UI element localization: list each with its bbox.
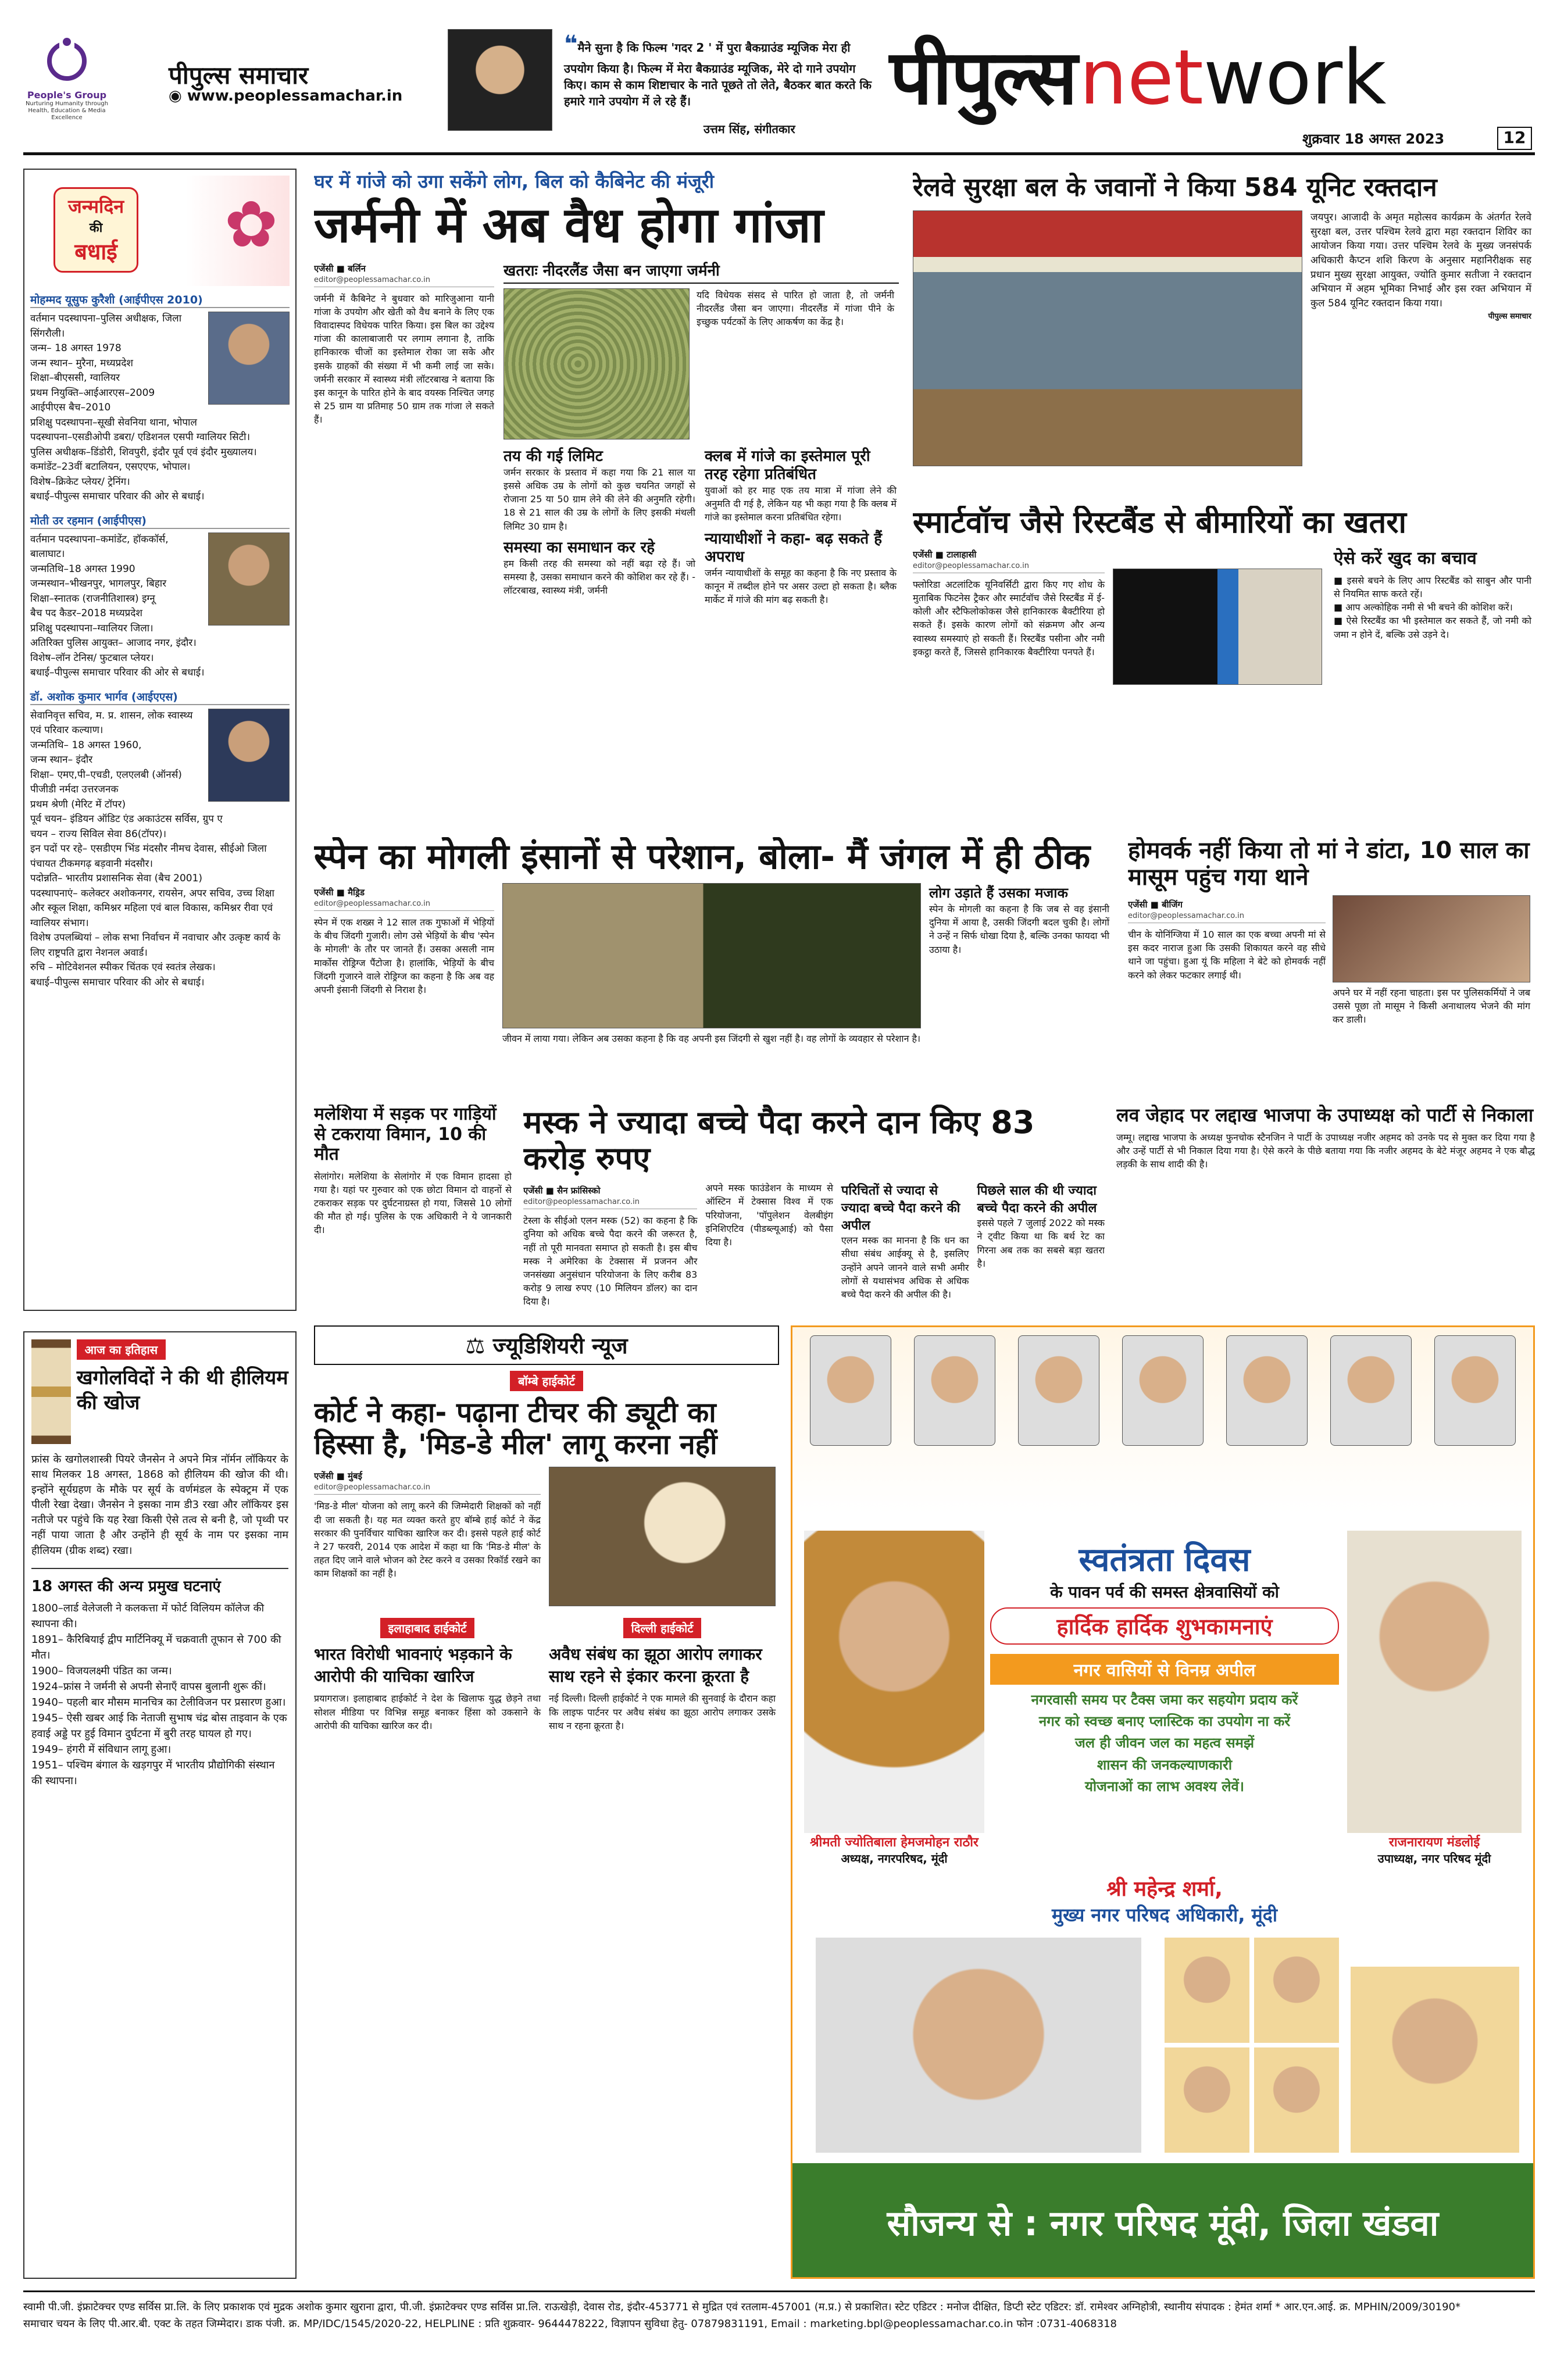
lovejihad-story bbox=[1116, 1105, 1535, 1314]
judiciary-b3: नई दिल्ली। दिल्ली हाईकोर्ट ने एक मामले की सुनवाई के दौरान कहा कि लाइफ पार्टनर पर अवैध संबंध का झूठा आरोप लगाकर उसके साथ न रहना क्रूरता है। bbox=[549, 1693, 776, 1731]
event-item: 1945– ऐसी खबर आई कि नेताजी सुभाष चंद्र बोस ताइवान के एक हवाई अड्डे पर हुई विमान दुर्घटना में बुरी तरह घायल हो गए। bbox=[31, 1711, 287, 1740]
judiciary-tag-2: इलाहाबाद हाईकोर्ट bbox=[380, 1618, 475, 1638]
smartwatch-tip: ■ आप अल्कोहिक नमी से भी बचने की कोशिश करें। bbox=[1334, 602, 1513, 613]
birthday-title-top: जन्मदिन bbox=[68, 195, 124, 217]
musk-sub2: पिछले साल की थी ज्यादा बच्चे पैदा करने की अपील bbox=[977, 1184, 1097, 1216]
website[interactable]: ◉ www.peoplessamachar.in bbox=[169, 87, 403, 105]
musk-body: टेस्ला के सीईओ एलन मस्क (52) का कहना है कि दुनिया को अधिक बच्चे पैदा करने की जरूरत है, नहीं तो पूरी मानवता समाप्त हो सकती है। इस बीच मस्क ने अमेरिका के टेक्सास में प्रजनन और जनसंख्या अनुसंधान परियोजना के लिए करीब 83 करोड़ 9 लाख रुपए (10 मिलियन डॉलर) का दान दिया है। bbox=[523, 1215, 698, 1307]
ad-title-2: के पावन पर्व की समस्त क्षेत्रवासियों को bbox=[1050, 1582, 1279, 1602]
germany-box-text: यदि विधेयक संसद से पारित हो जाता है, तो जर्मनी नीदरलैंड जैसा बन जाएगा। नीदरलैंड में गांजा पीने के इच्छुक पर्यटकों के लिए आकर्षण का केंद्र है। bbox=[697, 289, 894, 327]
germany-box-title: खतराः नीदरलैंड जैसा बन जाएगा जर्मनी bbox=[503, 259, 899, 284]
ad-leaders-row bbox=[792, 1327, 1533, 1513]
gavel-photo bbox=[549, 1467, 776, 1606]
event-item: 1951– पश्चिम बंगाल के खड़गपुर में भारतीय प्रौद्योगिकी संस्थान की स्थापना। bbox=[31, 1759, 275, 1787]
smartwatch-side-title: ऐसे करें खुद का बचाव bbox=[1334, 548, 1477, 569]
brand-net: net bbox=[1079, 33, 1204, 121]
gavel-icon: ⚖ bbox=[465, 1333, 493, 1359]
smartwatch-tip: ■ ऐसे रिस्टबैंड का भी इस्तेमाल कर सकते हैं, जो नमी को जमा न होने दें, बल्कि उसे उड़ने दे। bbox=[1334, 615, 1532, 640]
person-details: सेवानिवृत्त सचिव, म. प्र. शासन, लोक स्वास्थ्य एवं परिवार कल्याण। जन्मतिथि– 18 अगस्त 1960, जन्म स्थान– इंदौर शिक्षा– एमए,पी–एचडी, एलएलबी (ऑनर्स) पीजीडी नर्मदा उत्तरजनक प्रथम श्रेणी (मेरिट में टॉपर) पूर्व चयन– इंडियन ऑडिट एंड अकाउंटस सर्विस, ग्रुप ए चयन – राज्य सिविल सेवा 86(टॉपर)। इन पदों पर रहे– एसडीएम भिंड मंदसौर नीमच देवास, सीईओ जिला पंचायत टीकमगढ़ बड़वानी मंदसौर। पदोन्नति– भारतीय प्रशासनिक सेवा (बैच 2001) पदस्थापनाएं– कलेक्टर अशोकनगर, रायसेन, अपर सचिव, उच्च शिक्षा और स्कूल शिक्षा, कमिश्नर महिला एवं बाल विकास, कमिश्नर रीवा एवं ग्वालियर संभाग। विशेष उपलब्धियां – लोक सभा निर्वाचन में नवाचार और उत्कृष्ट कार्य के लिए राष्ट्रपति द्वारा नेशनल अवार्ड। रुचि – मोटिवेशनल स्पीकर चिंतक एवं स्वतंत्र लेखक। बधाई–पीपुल्स समाचार परिवार की ओर से बधाई। bbox=[30, 709, 281, 988]
birthday-title-mid: की bbox=[89, 221, 103, 235]
judiciary-section bbox=[314, 1325, 779, 2279]
bullet-icon: ■ bbox=[1334, 574, 1347, 586]
blood-donation-photo bbox=[913, 210, 1302, 466]
musk-email[interactable]: editor@peoplessamachar.co.in bbox=[523, 1198, 697, 1209]
event-item: 1900– विजयलक्ष्मी पंडित का जन्म। bbox=[31, 1664, 172, 1677]
germany-headline: जर्मनी में अब वैध होगा गांजा bbox=[314, 196, 824, 253]
germany-sub3-text: हम किसी तरह की समस्या को नहीं बढ़ा रहे हैं। जो समस्या है, उसका समाधान करने की कोशिश कर रहे हैं। - लॉटरबाख, स्वास्थ्य मंत्री, जर्मनी bbox=[503, 558, 695, 596]
germany-story bbox=[314, 169, 901, 826]
judiciary-headline: कोर्ट ने कहा- पढ़ाना टीचर की ड्यूटी का हिस्सा है, 'मिड-डे मील' लागू करना नहीं bbox=[314, 1396, 717, 1461]
mowgli-wolf-photo bbox=[502, 883, 921, 1028]
quote-mark-icon: ❝ bbox=[564, 31, 578, 58]
events-title: 18 अगस्त की अन्य प्रमुख घटनाएं bbox=[31, 1568, 288, 1596]
history-body: फ्रांस के खगोलशास्त्री पियरे जैनसेन ने अपने मित्र नॉर्मन लॉकियर के साथ मिलकर 18 अगस्त, 1868 को हीलियम की खोज की थी। इन्होंने सूर्यग्रहण के मौके पर सूर्य के वर्णमंडल के स्पेक्ट्रम में एक पीली रेखा देखा। जैनसेन ने इसका नाम डी3 रखा और लॉकियर इस नतीजे पर पहुंचे कि यह रेखा किसी ऐसे तत्व से बनी है, जो पृथ्वी पर नहीं पाया जाता है और उन्होंने ही सूर्य के नाम पर इसका नाम हीलियम (ग्रीक शब्द) रखा। bbox=[31, 1453, 288, 1557]
malaysia-story bbox=[314, 1105, 512, 1314]
mowgli-body: स्पेन में एक शख्स ने 12 साल तक गुफाओं में भेड़ियों के बीच जिंदगी गुजारी। लोग उसे भेड़ियों के बीच 'स्पेन के मोगली' के तौर पर जानते हैं। उसका असली नाम मार्कोस रोड्रिग्ज पैंटोजा है। हालांकि, भेड़ियों के बीच जिंदगी गुजारने वाले रोड्रिग्ज का कहना है कि अब वह अपनी इंसानी जिंदगी से निराश है। bbox=[314, 917, 494, 995]
germany-kicker: घर में गांजे को उगा सकेंगे लोग, बिल को कैबिनेट की मंजूरी bbox=[314, 170, 715, 192]
person-details: वर्तमान पदस्थापना–पुलिस अधीक्षक, जिला सिंगरौली। जन्म– 18 अगस्त 1978 जन्म स्थान– मुरैना, मध्यप्रदेश शिक्षा–बीएससी, ग्वालियर प्रथम नियुक्ति–आईआरएस–2009 आईपीएस बैच–2010 प्रशिक्षु पदस्थापना–सूखी सेवनिया थाना, भोपाल पदस्थापना–एसडीओपी डबरा/ एडिशनल एसपी ग्वालियर सिटी। पुलिस अधीक्षक–डिंडोरी, शिवपुरी, इंदौर पूर्व एवं इंदौर मुख्यालय। कमांडेंट–23वीं बटालियन, एसएएफ, भोपाल। विशेष–क्रिकेट प्लेयर/ ट्रेनिंग। बधाई–पीपुल्स समाचार परिवार की ओर से बधाई। bbox=[30, 313, 257, 502]
musk-sub2-text: इससे पहले 7 जुलाई 2022 को मस्क ने ट्वीट किया था कि बर्थ रेट का गिरना अब तक का सबसे बड़ा खतरा है। bbox=[977, 1217, 1105, 1269]
cannabis-photo bbox=[503, 288, 690, 439]
president-name: श्रीमती ज्योतिबाला हेमजमोहन राठौर bbox=[810, 1835, 979, 1850]
judiciary-tag-3: दिल्ली हाईकोर्ट bbox=[623, 1618, 702, 1638]
homework-headline: होमवर्क नहीं किया तो मां ने डांटा, 10 साल का मासूम पहुंच गया थाने bbox=[1128, 837, 1530, 891]
councillor-photo bbox=[1254, 1938, 1339, 2043]
judiciary-section-title: ⚖ ज्यूडिशियरी न्यूज bbox=[314, 1325, 779, 1365]
peoples-group-logo bbox=[23, 35, 110, 122]
group-name: People's Group bbox=[27, 90, 107, 101]
lovejihad-body: जम्मू। लद्दाख भाजपा के अध्यक्ष फुनचोक स्टैनजिन ने पार्टी के उपाध्यक्ष नजीर अहमद को उनके पद से मुक्त कर दिया गया है और उन्हें पार्टी से भी निकाल दिया गया है। ऐसे करने के पीछे बताया गया कि नजीर अहमद के बेटे मंजूर अहमद ने एक बौद्ध लड़की के साथ शादी की है। bbox=[1116, 1131, 1535, 1170]
quote-author-photo bbox=[448, 29, 552, 131]
event-item: 1949– हंगरी में संविधान लागू हुआ। bbox=[31, 1743, 172, 1756]
councillor-photo bbox=[1254, 2047, 1339, 2153]
smartwatch-byline: एजेंसी ■ टालाहासी bbox=[913, 549, 977, 560]
vice-president-name: राजनारायण मंडलोई bbox=[1388, 1835, 1480, 1850]
leader-photo bbox=[1226, 1335, 1308, 1446]
mowgli-email[interactable]: editor@peoplessamachar.co.in bbox=[314, 899, 494, 911]
imprint-line-1: स्वामी पी.जी. इंफ्राटेक्चर एण्ड सर्विस प्रा.लि. के लिए प्रकाशक एवं मुद्रक अशोक कुमार खुराना द्वारा, पी.जी. इंफ्राटेक्चर एण्ड सर्विस प्रा.लि. राऊखेड़ी, देवास रोड, इंदौर-453771 से मुद्रित एवं रतलाम-457001 (म.प्र.) से प्रकाशित। स्टेट एडिटर : मनोज दीक्षित, डिप्टी स्टेट एडिटर: डॉ. रामेश्वर अग्निहोत्री, स्थानीय संपादक : हेमंत शर्मा * आर.एन.आई. क्र. MPHIN/2009/30190* bbox=[23, 2301, 1461, 2313]
event-item: 1940– पहली बार मौसम मानचित्र का टेलीविजन पर प्रसारण हुआ। bbox=[31, 1696, 286, 1709]
person-name: मोहम्मद यूसुफ कुरैशी (आईपीएस 2010) bbox=[30, 292, 290, 308]
germany-sub2: क्लब में गांजे का इस्तेमाल पूरी तरह रहेगा प्रतिबंधित bbox=[705, 447, 870, 483]
malaysia-headline: मलेशिया में सड़क पर गाड़ियों से टकराया विमान, 10 की मौत bbox=[314, 1105, 497, 1164]
footer-rule bbox=[23, 2290, 1535, 2292]
musk-headline: मस्क ने ज्यादा बच्चे पैदा करने दान किए 83 करोड़ रुपए bbox=[523, 1105, 1035, 1177]
birthday-title-bottom: बधाई bbox=[74, 239, 117, 265]
railway-body: जयपुर। आजादी के अमृत महोत्सव कार्यक्रम के अंतर्गत रेलवे सुरक्षा बल, उत्तर पश्चिम रेलवे द्वारा महा रक्तदान शिविर का आयोजन किया गया। उत्तर पश्चिम रेलवे के मुख्य जनसंपर्क अधिकारी कैप्टन शशि किरण के अनुसार महानिरीक्षक सह प्रधान मुख्य सुरक्षा आयुक्त, ज्योति कुमार सतीजा ने रक्तदान अभियान में अहम भूमिका निभाई और इस रक्त अभियान में कुल 584 यूनिट रक्तदान किया गया। bbox=[1310, 212, 1531, 309]
birthday-banner bbox=[30, 176, 290, 286]
masthead-rule bbox=[23, 152, 1535, 155]
judiciary-h3: अवैध संबंध का झूठा आरोप लगाकर साथ रहने से इंकार करना क्रूरता है bbox=[549, 1645, 762, 1686]
person-name: डॉ. अशोक कुमार भार्गव (आईएएस) bbox=[30, 689, 290, 705]
malaysia-body: सेलांगोर। मलेशिया के सेलांगोर में एक विमान हादसा हो गया है। यहां पर गुरुवार को एक छोटा विमान दो वाहनों से टकराकर सड़क पर दुर्घटनाग्रस्त हो गया, जिससे 10 लोगों की मौत हो गई। पुलिस के एक अधिकारी ने ये जानकारी दी। bbox=[314, 1170, 512, 1236]
smartwatch-body: फ्लोरिडा अटलांटिक यूनिवर्सिटी द्वारा किए गए शोध के मुताबिक फिटनेस ट्रैकर और स्मार्टवॉच जैसे रिस्टबैंड में ई-कोली और स्टैफिलोकोकस जैसे हानिकारक बैक्टीरिया हो सकते हैं। इसके कारण लोगों को संक्रमण और अन्य स्वास्थ्य समस्याएं हो सकती हैं। रिस्टबैंड पसीना और नमी इकट्ठा करते हैं, जिससे हानिकारक बैक्टीरिया पनपते हैं। bbox=[913, 578, 1105, 657]
councillor-photo bbox=[1165, 2047, 1249, 2153]
lovejihad-headline: लव जेहाद पर लद्दाख भाजपा के उपाध्यक्ष को पार्टी से निकाला bbox=[1116, 1105, 1534, 1126]
ad-title-3: हार्दिक हार्दिक शुभकामनाएं bbox=[990, 1607, 1339, 1645]
leader-photo bbox=[914, 1335, 995, 1446]
germany-body: जर्मनी में कैबिनेट ने बुधवार को मारिजुआना यानी गांजा के उपयोग और खेती को वैध बनाने के लिए एक विवादास्पद विधेयक पारित किया। इस बिल का उद्देश्य गांजा की कालाबाजारी पर लगाम लगाना है, ताकि हानिकारक चीजों का इस्तेमाल रोका जा सके और इसके ग्राहकों की संख्या में भी कमी लाई जा सके। जर्मनी सरकार में स्वास्थ्य मंत्री लॉटरबाख ने बताया कि इस कानून के पारित होने के बाद वयस्क निश्चित जगह से 25 ग्राम या प्रतिमाह 50 ग्राम तक गांजा ले सकते हैं। bbox=[314, 292, 494, 426]
history-headline: खगोलविदों ने की थी हीलियम की खोज bbox=[76, 1366, 288, 1414]
events-list bbox=[31, 1600, 288, 1789]
vice-president-photo bbox=[1347, 1531, 1522, 1833]
group-tagline: Nurturing Humanity through Health, Education & Media Excellence bbox=[25, 101, 109, 121]
person-photo bbox=[208, 533, 290, 626]
bullet-icon: ■ bbox=[1334, 602, 1346, 613]
judiciary-tag-1: बॉम्बे हाईकोर्ट bbox=[510, 1371, 583, 1391]
judiciary-body: 'मिड-डे मील' योजना को लागू करने की जिम्मेदारी शिक्षकों को नहीं दी जा सकती है। यह मत व्यक्त करते हुए बॉम्बे हाई कोर्ट ने केंद्र सरकार की पुनर्विचार याचिका खारिज कर दी। इससे पहले हाई कोर्ट ने 27 फरवरी, 2014 एक आदेश में कहा था कि 'मिड-डे मील' के तहत दिए जाने वाले भोजन को टेस्ट करने व उसका रिकॉर्ड रखने का काम शिक्षकों का नहीं है। bbox=[314, 1500, 541, 1579]
page-number: 12 bbox=[1497, 127, 1532, 150]
mowgli-side-text: स्पेन के मोगली का कहना है कि जब से वह इंसानी दुनिया में आया है, उसकी जिंदगी बदल चुकी है। लोगों ने उन्हें न सिर्फ धोखा दिया है, बल्कि उनका फायदा भी उठाया है। bbox=[929, 903, 1109, 955]
railway-credit: पीपुल्स समाचार bbox=[1488, 312, 1531, 321]
germany-byline: एजेंसी ■ बर्लिन bbox=[314, 263, 366, 274]
birthday-person-3 bbox=[30, 689, 290, 991]
mowgli-story bbox=[314, 837, 1116, 1093]
germany-sub1: तय की गई लिमिट bbox=[503, 447, 603, 465]
germany-sub4-text: जर्मन न्यायाधीशों के समूह का कहना है कि नए प्रस्ताव के कानून में तब्दील होने पर असर उल्टा हो सकता है। ब्लैक मार्केट में गांजे की मांग बढ़ सकती है। bbox=[705, 567, 897, 606]
officer-name: श्री महेन्द्र शर्मा, bbox=[1106, 1877, 1223, 1901]
brand-work: work bbox=[1203, 33, 1387, 121]
president-role: अध्यक्ष, नगरपरिषद, मूंदी bbox=[841, 1852, 948, 1866]
birthday-person-1 bbox=[30, 292, 290, 505]
mowgli-byline: एजेंसी ■ मैड्रिड bbox=[314, 887, 365, 898]
birthday-person-2 bbox=[30, 513, 290, 681]
homework-story bbox=[1128, 837, 1535, 1093]
brand-hindi: पीपुल्स bbox=[890, 33, 1077, 121]
imprint bbox=[23, 2299, 1535, 2333]
railway-headline: रेलवे सुरक्षा बल के जवानों ने किया 584 यूनिट रक्तदान bbox=[913, 173, 1437, 202]
mowgli-side-title: लोग उड़ाते हैं उसका मजाक bbox=[929, 885, 1068, 901]
vice-president-role: उपाध्यक्ष, नगर परिषद मूंदी bbox=[1377, 1852, 1491, 1866]
bullet-icon: ■ bbox=[1334, 615, 1347, 627]
ad-title-1: स्वतंत्रता दिवस bbox=[1079, 1541, 1251, 1579]
president-photo bbox=[804, 1531, 984, 1833]
person-photo bbox=[208, 709, 290, 802]
appeal-lines: नगरवासी समय पर टैक्स जमा कर सहयोग प्रदाय करें नगर को स्वच्छ बनाए प्लास्टिक का उपयोग ना करें जल ही जीवन जल का महत्व समझें शासन की जनकल्याणकारी योजनाओं का लाभ अवश्य लेवें। bbox=[1031, 1692, 1298, 1795]
homework-body: चीन के योनिंग्जिया में 10 साल का एक बच्चा अपनी मां से इस कदर नाराज हुआ कि उसकी शिकायत करने वह सीधे थाने जा पहुंचा। हुआ यूं कि महिला ने बेटे को होमवर्क नहीं करने को लेकर फटकार लगाई थी। bbox=[1128, 929, 1326, 981]
masthead-quote: ❝मैने सुना है कि फिल्म 'गदर 2 ' में पुरा बैकग्राउंड म्यूजिक मेरा ही उपयोग किया है। फिल्म में मेरा बैकग्राउंड म्यूजिक, मेरे दो गाने उपयोग किए। काम से काम शिष्टाचार के नाते पूछते तो लेते, बैठकर बात करते कि हमारे गाने उपयोग में ले रहे हैं। bbox=[564, 31, 872, 108]
paper-name: पीपुल्स समाचार bbox=[169, 61, 309, 90]
germany-sub4: न्यायाधीशों ने कहा- बढ़ सकते हैं अपराध bbox=[705, 530, 883, 566]
mowgli-headline: स्पेन का मोगली इंसानों से परेशान, बोला- मैं जंगल में ही ठीक bbox=[314, 837, 1091, 877]
germany-sub2-text: युवाओं को हर माह एक तय मात्रा में गांजा लेने की अनुमति दी गई है, लेकिन यह भी कहा गया है कि क्लब में गांजे का इस्तेमाल करना प्रतिबंधित रहेगा। bbox=[705, 484, 897, 523]
councillor-photo bbox=[1351, 1967, 1519, 2153]
councillor-photo bbox=[1165, 1938, 1249, 2043]
judiciary-email[interactable]: editor@peoplessamachar.co.in bbox=[314, 1483, 541, 1495]
globe-icon: ◉ bbox=[169, 87, 187, 105]
smartwatch-email[interactable]: editor@peoplessamachar.co.in bbox=[913, 562, 1105, 573]
leader-photo bbox=[1122, 1335, 1204, 1446]
smartwatch-photo bbox=[1113, 569, 1322, 685]
event-item: 1891– कैरिबियाई द्वीप मार्टिनिक्यू में चक्रवाती तूफान से 700 की मौत। bbox=[31, 1633, 281, 1661]
musk-byline: एजेंसी ■ सैन फ्रांसिस्को bbox=[523, 1185, 601, 1196]
musk-body-2: अपने मस्क फाउंडेशन के माध्यम से ऑस्टिन में टेक्सास विश्व में एक परियोजना, 'पॉपुलेशन वेलबीइंग इनिशिएटिव (पीडब्ल्यूआई) को पैसा दिया है। bbox=[705, 1182, 833, 1248]
imprint-line-2: समाचार चयन के लिए पी.आर.बी. एक्ट के तहत जिम्मेदार। डाक पंजी. क्र. MP/IDC/1545/2020-22, HELPLINE : प्रति शुक्रवार- 9644478222, विज्ञापन सुविधा हेतु- 07879831191, Email : marketing.bpl@peoplessamachar.co.in फोन :0731-4068318 bbox=[23, 2317, 1117, 2330]
councillor-grid bbox=[1165, 1938, 1339, 2153]
flower-bouquet-icon: ✿ bbox=[224, 187, 278, 262]
history-tag: आज का इतिहास bbox=[77, 1339, 166, 1360]
officer-photo bbox=[816, 1938, 1141, 2153]
musk-sub1-text: एलन मस्क का मानना है कि धन का सीधा संबंध आईक्यू से है, इसलिए उन्होंने अपने जानने वाले सभी अमीर लोगों से यथासंभव अधिक से अधिक बच्चे पैदा करने की अपील की है। bbox=[841, 1235, 969, 1300]
leader-photo bbox=[1018, 1335, 1099, 1446]
judiciary-byline: एजेंसी ■ मुंबई bbox=[314, 1471, 362, 1482]
homework-email[interactable]: editor@peoplessamachar.co.in bbox=[1128, 912, 1326, 923]
brand-logo bbox=[890, 23, 1386, 140]
person-details: वर्तमान पदस्थापना–कमांडेंट, हॉककॉर्स, बालाघाट। जन्मतिथि–18 अगस्त 1990 जन्मस्थान–भीखनपुर, भागलपुर, बिहार शिक्षा–स्नातक (राजनीतिशास्त्र) इग्नू बैच पद कैडर–2018 मध्यप्रदेश प्रशिक्षु पदस्थापना–ग्वालियर जिला। अतिरिक्त पुलिस आयुक्त– आजाद नगर, इंदौर। विशेष–लॉन टेनिस/ फुटबाल प्लेयर। बधाई–पीपुल्स समाचार परिवार की ओर से बधाई। bbox=[30, 533, 205, 678]
germany-email[interactable]: editor@peoplessamachar.co.in bbox=[314, 276, 494, 287]
hourglass-icon bbox=[31, 1339, 71, 1444]
homework-byline: एजेंसी ■ बीजिंग bbox=[1128, 899, 1183, 910]
person-name: मोती उर रहमान (आईपीएस) bbox=[30, 513, 290, 529]
leader-photo bbox=[1434, 1335, 1516, 1446]
germany-sub1-text: जर्मन सरकार के प्रस्ताव में कहा गया कि 21 साल या इससे अधिक उम्र के लोगों को कुछ चयनित जगहों से रोजाना 25 या 50 ग्राम लेने की लेने की अनुमति रहेगी। 18 से 21 साल की उम्र के लोगों के लिए इसकी मंथली लिमिट 30 ग्राम है। bbox=[503, 466, 695, 532]
person-photo bbox=[208, 312, 290, 405]
ad-footer: सौजन्य से : नगर परिषद मूंदी, जिला खंडवा bbox=[887, 2203, 1439, 2244]
railway-story bbox=[913, 169, 1535, 494]
musk-story bbox=[523, 1105, 1105, 1314]
event-item: 1800–लार्ड वेलेजली ने कलकत्ता में फोर्ट विलियम कॉलेज की स्थापना की। bbox=[31, 1602, 265, 1630]
smartwatch-headline: स्मार्टवॉच जैसे रिस्टबैंड से बीमारियों का खतरा bbox=[913, 506, 1406, 540]
officer-role: मुख्य नगर परिषद अधिकारी, मूंदी bbox=[1051, 1904, 1278, 1926]
birthday-section bbox=[23, 169, 297, 1311]
germany-sub3: समस्या का समाधान कर रहे bbox=[503, 538, 655, 556]
musk-sub1: परिचितों से ज्यादा से ज्यादा बच्चे पैदा करने की अपील bbox=[841, 1184, 960, 1234]
appeal-title: नगर वासियों से विनम्र अपील bbox=[990, 1654, 1339, 1685]
homework-body-2: अपने घर में नहीं रहना चाहता। इस पर पुलिसकर्मियों ने जब उससे पूछा तो मासूम ने किसी अनाथालय भेजने की मांग कर डाली। bbox=[1333, 987, 1530, 1025]
judiciary-h2: भारत विरोधी भावनाएं भड़काने के आरोपी की याचिका खारिज bbox=[314, 1645, 512, 1686]
homework-photo bbox=[1333, 895, 1530, 982]
mowgli-caption: जीवन में लाया गया। लेकिन अब उसका कहना है कि वह अपनी इस जिंदगी से खुश नहीं है। वह लोगों के व्यवहार से परेशान है। bbox=[502, 1033, 921, 1044]
independence-day-ad bbox=[791, 1325, 1535, 2279]
history-section bbox=[23, 1331, 297, 2279]
judiciary-b2: प्रयागराज। इलाहाबाद हाईकोर्ट ने देश के खिलाफ युद्ध छेड़ने तथा सोशल मीडिया पर विभिन्न समूह बनाकर हिंसा को उकसाने के आरोपी की याचिका खारिज कर दी। bbox=[314, 1693, 541, 1731]
quote-author: उत्तम सिंह, संगीतकार bbox=[703, 122, 795, 136]
smartwatch-tip: ■ इससे बचने के लिए आप रिस्टबैंड को साबुन और पानी से नियमित साफ करते रहें। bbox=[1334, 574, 1531, 599]
smartwatch-story bbox=[913, 506, 1535, 820]
event-item: 1924–फ्रांस ने जर्मनी से अपनी सेनाएँ वापस बुलानी शुरू कीं। bbox=[31, 1680, 266, 1693]
leader-photo bbox=[1330, 1335, 1412, 1446]
issue-date: शुक्रवार 18 अगस्त 2023 bbox=[1302, 131, 1445, 147]
leader-photo bbox=[810, 1335, 891, 1446]
